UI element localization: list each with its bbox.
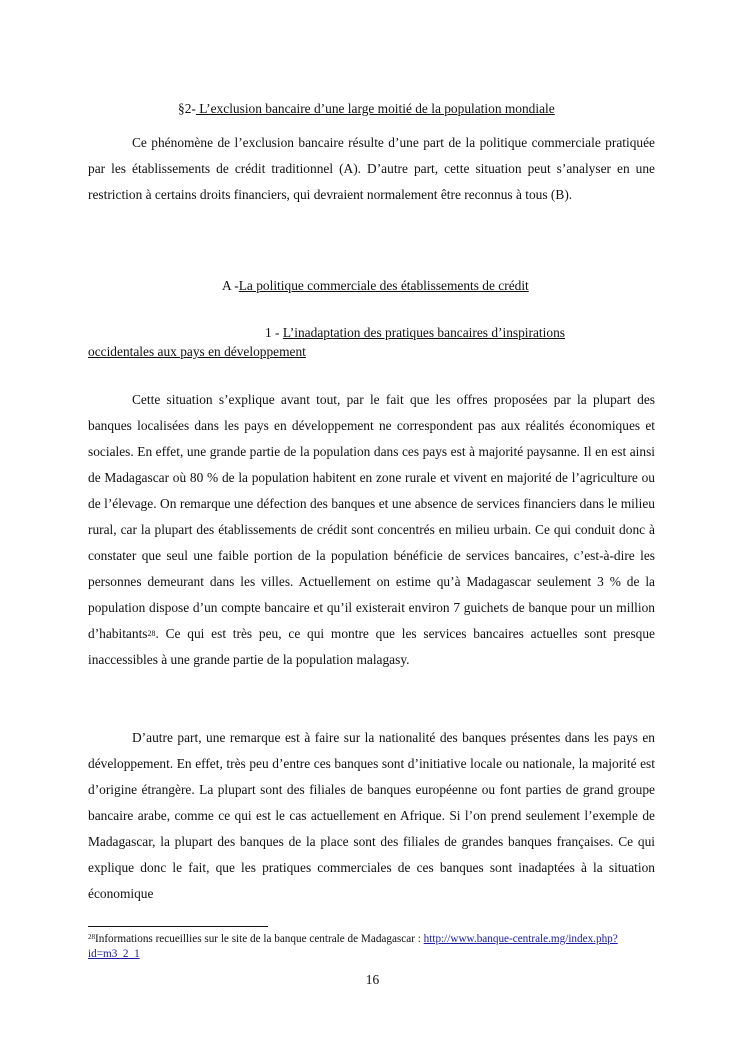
subsection-1-heading xyxy=(88,323,655,361)
intro-text: Ce phénomène de l’exclusion bancaire résulte d’une part de la politique commerciale pratiquée par les établissements de crédit traditionnel (A). D’autre part, cette situation peut s’analyser en une restriction à certains droits financiers, qui devraient normalement être reconnus à tous (B). xyxy=(88,135,655,202)
subsection-a-title: La politique commerciale des établissements de crédit xyxy=(238,278,529,293)
page-number: 16 xyxy=(365,972,380,987)
section-title: L’exclusion bancaire d’une large moitié de la population mondiale xyxy=(195,101,555,116)
intro-paragraph xyxy=(88,130,655,208)
body-paragraph-2 xyxy=(88,387,655,673)
subsection-1-title-line2: occidentales aux pays en développement xyxy=(88,344,306,359)
footnote-number: 28 xyxy=(88,933,95,941)
subsection-1-title-line1: L’inadaptation des pratiques bancaires d’inspirations xyxy=(282,325,565,340)
subsection-a-heading xyxy=(222,276,642,296)
footnote-link[interactable]: http://www.banque-centrale.mg/index.php?id=m3_2_1 xyxy=(88,933,618,960)
paragraph-2-text: Cette situation s’explique avant tout, par le fait que les offres proposées par la plupart des banques localisées dans les pays en développement ne correspondent pas aux réalités économiques et sociales. En effet, une grande partie de la population dans ces pays est à majorité paysanne. Il en est ainsi de Madagascar où 80 % de la population habitent en zone rurale et vivent en majorité de l’agriculture ou de l’élevage. On remarque une défection des banques et une absence de services financiers dans le milieu rural, car la plupart des établissements de crédit sont concentrés en milieu urbain. Ce qui conduit donc à constater que seul une faible portion de la population bénéficie de services bancaires, c’est-à-dire les personnes demeurant dans les villes. Actuellement on estime qu’à Madagascar seulement 3 % de la population dispose d’un compte bancaire et qu’il existerait environ 7 guichets de banque pour un million d’habitants xyxy=(88,392,655,641)
footnote-separator xyxy=(88,926,268,927)
footnote-reference[interactable]: 28 xyxy=(147,629,156,638)
subsection-1-prefix: 1 - xyxy=(265,325,283,340)
section-number: §2- xyxy=(178,101,196,116)
paragraph-2-text-end: . Ce qui est très peu, ce qui montre que les services bancaires actuelles sont presque inaccessibles à une grande partie de la population malagasy. xyxy=(88,626,655,667)
section-heading xyxy=(178,99,658,119)
footnote xyxy=(88,932,648,962)
footnote-text: Informations recueillies sur le site de la banque centrale de Madagascar : xyxy=(95,933,424,945)
paragraph-3-text: D’autre part, une remarque est à faire sur la nationalité des banques présentes dans les pays en développement. En effet, très peu d’entre ces banques sont d’initiative locale ou nationale, la majorité est d’origine étrangère. La plupart sont des filiales de banques européenne ou font parties de grand groupe bancaire arabe, comme ce qui est le cas actuellement en Afrique. Si l’on prend seulement l’exemple de Madagascar, la plupart des banques de la place sont des filiales de grandes banques françaises. Ce qui explique donc le fait, que les pratiques commerciales de ces banques sont inadaptées à la situation économique xyxy=(88,730,655,901)
body-paragraph-3 xyxy=(88,725,655,907)
subsection-a-prefix: A - xyxy=(222,278,239,293)
